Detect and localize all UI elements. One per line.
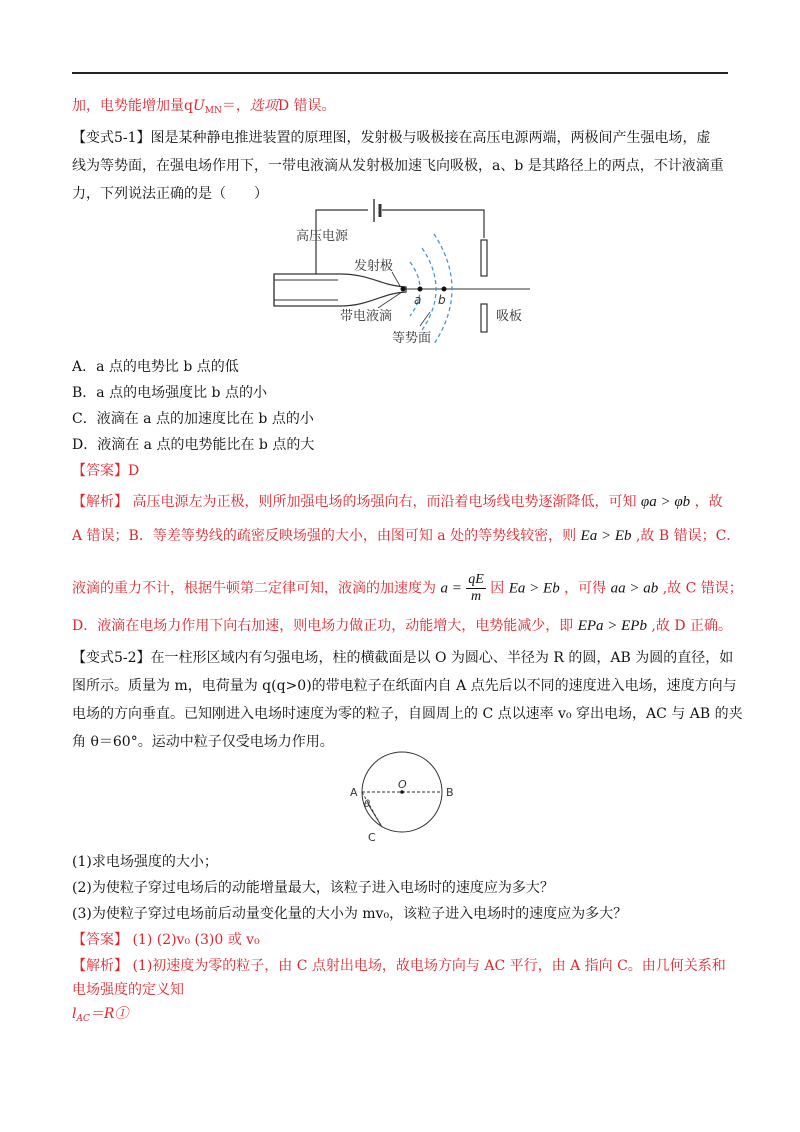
q2-subq-1: (1)求电场强度的大小；: [72, 854, 218, 870]
q1-answer: 【答案】D: [72, 463, 140, 479]
q1-line-2: 线为等势面，在强电场作用下，一带电液滴从发射极加速飞向吸极，a、b 是其路径上的两点，不计液滴重: [72, 158, 724, 174]
q1-analysis-1: 【解析】 高压电源左为正极，则所加强电场的场强向右，而沿着电场线电势逐渐降低，可知 φa > φb ，故: [72, 494, 723, 510]
q1-analysis-3: 液滴的重力不计，根据牛顿第二定律可知，液滴的加速度为 a = $\frac{qE}{m}$ 因 Ea > Eb ，可得 aa > ab ,故 C 错误；: [72, 572, 743, 604]
math-e: Ea > Eb: [580, 528, 632, 544]
point-b-label: b: [438, 293, 446, 307]
propulsion-diagram: [270, 196, 540, 348]
q1-option-a: A．a 点的电势比 b 点的低: [72, 359, 239, 375]
point-B-label: B: [446, 786, 454, 799]
math-ep: EPa > EPb: [577, 618, 647, 634]
droplet-label: 带电液滴: [340, 309, 393, 324]
intro-line: 加，电势能增加量$qU_{MN}=$，选项D 错误。: [72, 98, 336, 116]
circle-diagram: [340, 744, 470, 844]
q1-option-d: D．液滴在 a 点的电势能比在 b 点的大: [72, 437, 315, 453]
q2-line-2: 图所示。质量为 m，电荷量为 q(q>0)的带电粒子在纸面内自 A 点先后以不同的速度进入电场，速度方向与: [72, 678, 737, 694]
point-C-label: C: [368, 831, 376, 844]
q1-line-3: 力，下列说法正确的是（ ）: [72, 186, 268, 202]
math-phi: φa > φb: [640, 494, 691, 510]
power-label: 高压电源: [296, 229, 349, 244]
q1-analysis-2: A 错误；B．等差等势线的疏密反映场强的大小，由图可知 a 处的等势线较密，则 Ea > Eb ,故 B 错误；C．: [72, 528, 741, 544]
q2-answer: 【答案】 (1) (2)v₀ (3)0 或 v₀: [72, 932, 260, 948]
point-O-label: O: [398, 778, 407, 791]
q1-option-b: B．a 点的电场强度比 b 点的小: [72, 385, 267, 401]
emitter-label: 发射极: [354, 259, 394, 274]
q1-line-1: 【变式5-1】图是某种静电推进装置的原理图，发射极与吸极接在高压电源两端，两极间产生强电场，虚: [72, 130, 711, 146]
plate-label: 吸板: [496, 309, 523, 324]
q2-line-3: 电场的方向垂直。已知刚进入电场时速度为零的粒子，自圆周上的 C 点以速率 v₀ 穿出电场，AC 与 AB 的夹: [72, 706, 743, 722]
theta-label: θ: [364, 799, 371, 810]
q2-analysis-1: 【解析】 (1)初速度为零的粒子，由 C 点射出电场，故电场方向与 AC 平行，由 A 指向 C。由几何关系和: [72, 958, 726, 974]
q2-analysis-2: 电场强度的定义知: [72, 982, 184, 998]
point-A-label: A: [350, 786, 358, 799]
q2-subq-2: (2)为使粒子穿过电场后的动能增量最大，该粒子进入电场时的速度应为多大？: [72, 880, 554, 896]
q2-line-1: 【变式5-2】在一柱形区域内有匀强电场，柱的横截面是以 O 为圆心、半径为 R 的圆，AB 为圆的直径，如: [72, 650, 734, 666]
q1-analysis-4: D．液滴在电场力作用下向右加速，则电场力做正功，动能增大，电势能减少，即 EPa > EPb ,故 D 正确。: [72, 618, 732, 634]
q2-subq-3: (3)为使粒子穿过电场前后动量变化量的大小为 mv₀，该粒子进入电场时的速度应为多大？: [72, 906, 628, 922]
point-a-label: a: [414, 293, 422, 307]
fraction-qe-m: $\frac{qE}{m}$: [468, 572, 484, 604]
equipotential-label: 等势面: [392, 331, 432, 346]
q2-line-4: 角 θ＝60°。运动中粒子仅受电场力作用。: [72, 734, 334, 750]
q2-analysis-3: $l_{AC}=R①$: [72, 1006, 129, 1024]
header-rule: [72, 72, 728, 74]
q1-option-c: C．液滴在 a 点的加速度比在 b 点的小: [72, 411, 314, 427]
